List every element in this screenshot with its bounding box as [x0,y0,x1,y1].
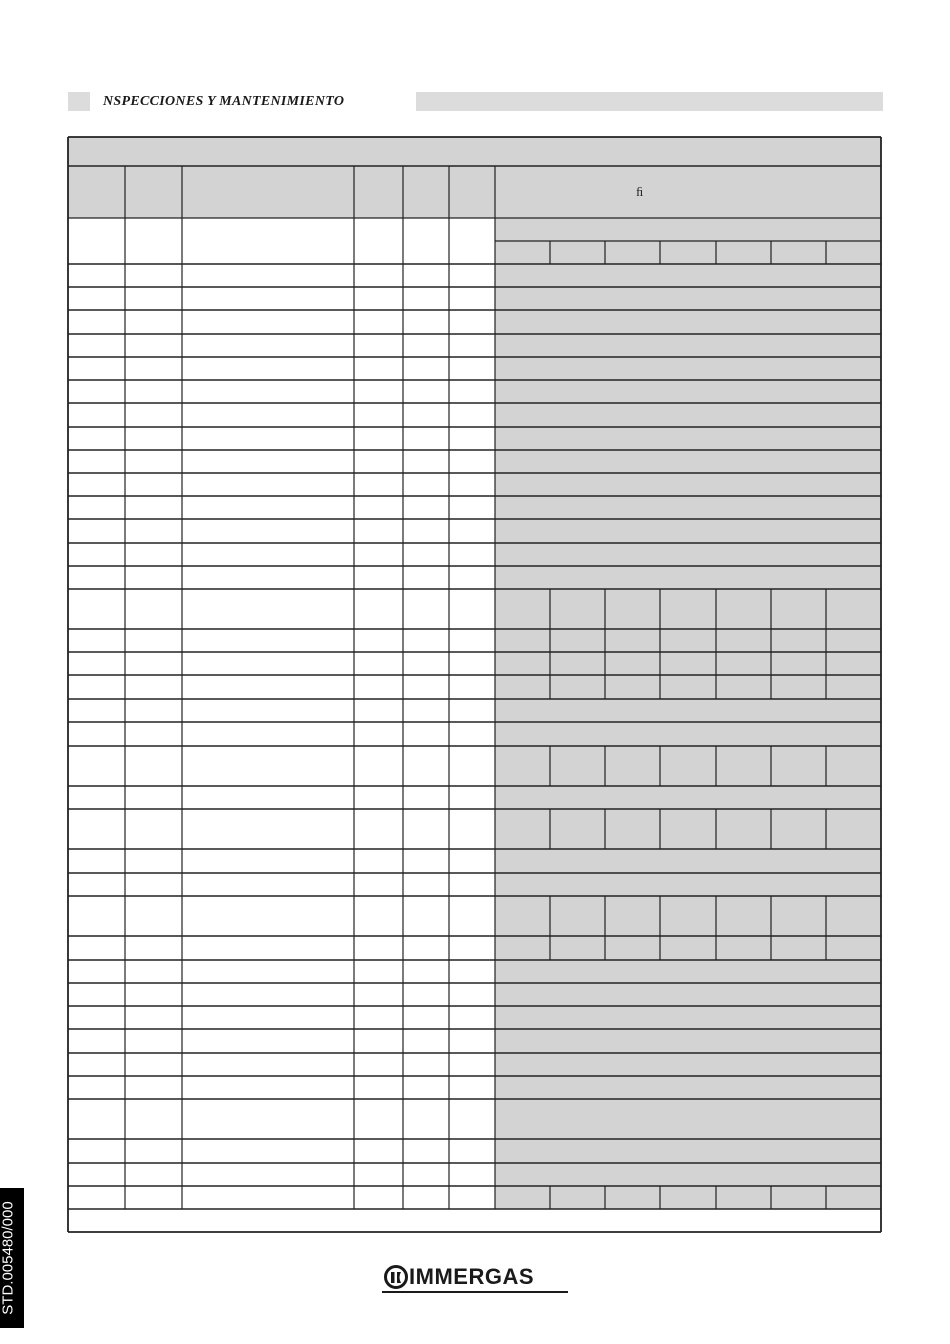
table-header-glyph: ﬁ [636,184,644,199]
table-cell-shaded [495,960,881,983]
table-cell-shaded [495,1029,881,1053]
table-cell-shaded [495,1186,881,1209]
table-cell-shaded [495,722,881,746]
table-cell-shaded [495,699,881,722]
table-cell-shaded [495,1163,881,1186]
table-cell-shaded [495,652,881,675]
section-title: NSPECCIONES Y MANTENIMIENTO [103,94,345,109]
table-cell-shaded [495,983,881,1006]
logo-underline [382,1291,568,1293]
table-cell-shaded [495,334,881,357]
table-cell-shaded [495,1076,881,1099]
table-cell-shaded [495,809,881,849]
table-cell-shaded [495,519,881,543]
table-cell-shaded [495,357,881,380]
table-cell-shaded [495,264,881,287]
table-cell-shaded [495,310,881,334]
table-cell-shaded [495,1006,881,1029]
table-cell-shaded [495,746,881,786]
table-cell-shaded [495,936,881,960]
table-cell-shaded [495,675,881,699]
table-cell-shaded [495,543,881,566]
table-cell-shaded [495,496,881,519]
table-cell-shaded [495,403,881,427]
table-cell-shaded [495,427,881,450]
immergas-mark-icon [384,1265,408,1289]
table-cell-shaded [495,873,881,896]
brand-name: IMMERGAS [409,1264,534,1289]
table-cell-shaded [495,450,881,473]
document-code: STD.005480/000 [0,1201,17,1315]
table-cell-shaded [495,589,881,629]
document-code-tab [0,1188,24,1328]
table-cell-shaded [495,896,881,936]
brand-logo [382,1263,568,1293]
table-cell-shaded [495,287,881,310]
table-cell-shaded [495,1053,881,1076]
table-cell-shaded [495,380,881,403]
table-cell-shaded [495,629,881,652]
table-cell-shaded [495,473,881,496]
table-title-band [68,137,881,166]
table-header-band [68,166,881,218]
table-cell-shaded [495,786,881,809]
table-cell-shaded [495,566,881,589]
table-cell-shaded [495,1139,881,1163]
table-cell-shaded [495,1099,881,1139]
table-cell-shaded [495,849,881,873]
